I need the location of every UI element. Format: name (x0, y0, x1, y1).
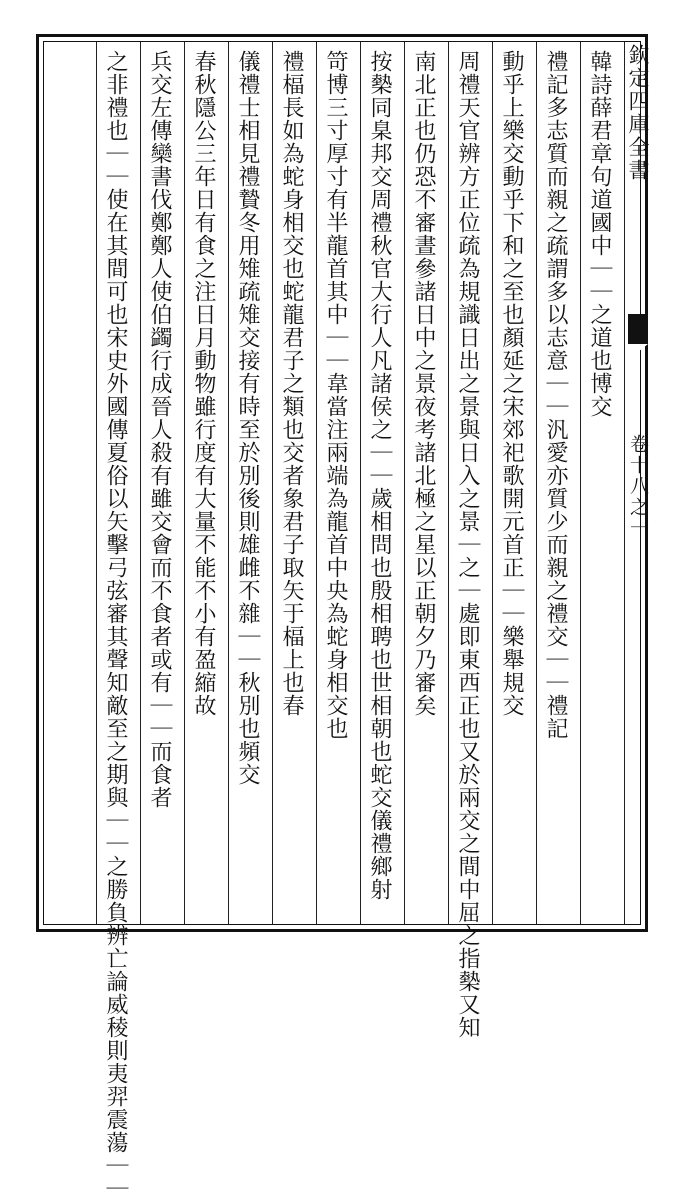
column-rule (228, 42, 229, 924)
text-column-8: 禮楅長如為蛇身相交也蛇龍君子之類也交者象君子取矢于楅上也春 (279, 50, 304, 717)
text-column-10: 春秋隱公三年日有食之注日月動物雖行度有大量不能不小有盈縮故 (191, 50, 216, 717)
text-column-3: 動乎上樂交動乎下和之至也顏延之宋郊祀歌開元首正｜｜樂舉規交 (499, 50, 524, 717)
column-rule (272, 42, 273, 924)
book-title: 欽定四庫全書 (626, 44, 650, 182)
column-rule (448, 42, 449, 924)
text-column-2: 禮記多志質而親之疏謂多以志意｜｜汎愛亦質少而親之禮交｜｜禮記 (543, 50, 568, 740)
banner-rule (624, 42, 625, 924)
column-rule (316, 42, 317, 924)
column-rule (536, 42, 537, 924)
volume-label: 卷十八之一 (627, 434, 649, 539)
column-rule (140, 42, 141, 924)
page-frame (36, 34, 650, 1200)
text-column-6: 按槷同臬邦交周禮秋官大行人凡諸侯之｜｜歲相問也殷相聘也世相朝也蛇交儀禮鄉射 (367, 50, 392, 901)
text-column-9: 儀禮士相見禮贄冬用雉疏雉交接有時至於別後則雄雌不雜｜｜秋別也頻交 (235, 50, 260, 786)
text-column-4: 周禮天官辨方正位疏為規識日出之景與日入之景｜之｜處即東西正也又於兩交之間中屈之指槷又知 (455, 50, 480, 1039)
text-column-7: 笴博三寸厚寸有半龍首其中｜｜韋當注兩端為龍首中央為蛇身相交也 (323, 50, 348, 740)
column-rule (580, 42, 581, 924)
text-column-12: 之非禮也｜｜使在其間可也宋史外國傳夏俗以矢擊弓弦審其聲知敵至之期與｜｜之勝負辨亡論威稜則夷羿震蕩｜｜ (103, 50, 128, 1200)
text-column-1: 韓詩薛君章句道國中｜｜之道也博交 (587, 50, 612, 418)
column-rule (360, 42, 361, 924)
column-rule (404, 42, 405, 924)
inner-frame (43, 41, 650, 1200)
text-column-5: 南北正也仍恐不審晝參諸日中之景夜考諸北極之星以正朝夕乃審矣 (411, 50, 436, 717)
column-rule (184, 42, 185, 924)
column-rule (96, 42, 97, 924)
fishtail-mark (628, 314, 648, 344)
text-column-11: 兵交左傳欒書伐鄭鄭人使伯蠲行成晉人殺有雖交會而不食者或有｜｜而食者 (147, 50, 172, 809)
title-banner (626, 42, 650, 930)
column-rule (492, 42, 493, 924)
